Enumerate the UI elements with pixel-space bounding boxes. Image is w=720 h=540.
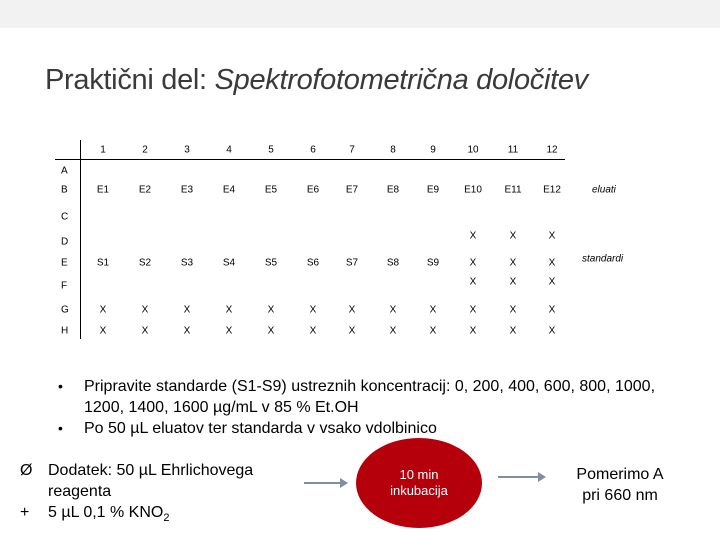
x-mark: X [183, 304, 191, 316]
standard-cell: S3 [180, 257, 194, 269]
eluate-cell: E7 [345, 184, 359, 196]
x-mark: X [469, 325, 477, 337]
eluate-cell: E10 [464, 184, 482, 196]
x-mark: X [389, 325, 397, 337]
row-label: A [61, 165, 68, 177]
row-label: G [61, 304, 69, 316]
row-label: B [61, 184, 68, 196]
x-mark: X [309, 304, 317, 316]
x-mark: X [509, 325, 517, 337]
column-header: 8 [390, 144, 396, 156]
incubation-step-circle [356, 438, 482, 528]
row-label: E [61, 257, 68, 269]
standard-cell: S1 [96, 257, 110, 269]
eluate-cell: E1 [96, 184, 110, 196]
column-header: 10 [467, 144, 479, 156]
bullet-text: Po 50 µL eluatov ter standarda v vsako vdolbinico [84, 420, 437, 437]
column-header: 11 [507, 144, 519, 156]
standards-note: standardi [582, 253, 624, 265]
x-mark: X [267, 325, 275, 337]
eluate-cell: E8 [386, 184, 400, 196]
column-header: 9 [430, 144, 436, 156]
column-header: 3 [184, 144, 190, 156]
x-mark: X [389, 304, 397, 316]
row-label: C [61, 211, 69, 223]
x-mark: X [348, 325, 356, 337]
eluate-cell: E3 [180, 184, 194, 196]
plus-icon: + [20, 504, 30, 521]
x-mark: X [548, 276, 556, 288]
incubation-label: inkubacija [390, 483, 448, 498]
column-header: 5 [268, 144, 274, 156]
eluates-note: eluati [592, 184, 616, 196]
x-mark: X [548, 325, 556, 337]
standard-cell: S9 [426, 257, 440, 269]
standard-cell: S8 [386, 257, 400, 269]
bullet-dot: • [58, 420, 63, 436]
standard-cell: S7 [345, 257, 359, 269]
column-header: 4 [226, 144, 232, 156]
title-italic: Spektrofotometrična določitev [214, 64, 588, 96]
addition-line-3: 5 µL 0,1 % $KNO_2$ [48, 504, 170, 525]
standard-cell: S6 [306, 257, 320, 269]
x-mark: X [99, 304, 107, 316]
x-mark: X [141, 325, 149, 337]
x-mark: X [469, 257, 477, 269]
x-mark: X [267, 304, 275, 316]
column-header: 6 [310, 144, 316, 156]
measurement-text [562, 464, 678, 506]
bullet-text: Pripravite standarde (S1-S9) ustreznih koncentracij: 0, 200, 400, 600, 800, 1000, 1200, 1400, 1600 µg/mL v 85 % Et.OH [84, 378, 656, 416]
eluate-cell: E12 [543, 184, 561, 196]
eluate-cell: E9 [426, 184, 440, 196]
incubation-time: 10 min [399, 467, 439, 482]
bullet-item [58, 418, 674, 439]
eluate-cell: E6 [306, 184, 320, 196]
x-mark: X [183, 325, 191, 337]
arrow-to-incubation-icon [304, 482, 346, 484]
eluate-cell: E4 [222, 184, 236, 196]
x-mark: X [469, 276, 477, 288]
x-mark: X [225, 304, 233, 316]
x-mark: X [469, 230, 477, 242]
x-mark: X [429, 304, 437, 316]
x-mark: X [509, 257, 517, 269]
plate-vertical-line [80, 140, 81, 339]
arrow-bullet-icon: Ø [20, 462, 33, 479]
eluate-cell: E11 [504, 184, 522, 196]
x-mark: X [548, 257, 556, 269]
row-label: H [61, 325, 69, 337]
x-mark: X [348, 304, 356, 316]
measurement-line-1: Pomerimo A [576, 466, 664, 483]
standard-cell: S4 [222, 257, 236, 269]
column-header: 12 [546, 144, 558, 156]
x-mark: X [469, 304, 477, 316]
bullet-item [58, 376, 674, 418]
arrow-to-measurement-icon [498, 476, 544, 478]
measurement-line-2: pri 660 nm [582, 487, 658, 504]
x-mark: X [429, 325, 437, 337]
x-mark: X [509, 276, 517, 288]
instructions-list [58, 376, 674, 439]
column-header: 1 [100, 144, 106, 156]
x-mark: X [141, 304, 149, 316]
x-mark: X [509, 230, 517, 242]
eluate-cell: E2 [138, 184, 152, 196]
standard-cell: S2 [138, 257, 152, 269]
column-header: 2 [142, 144, 148, 156]
addition-line-1: Dodatek: 50 µL Ehrlichovega [48, 462, 254, 479]
x-mark: X [225, 325, 233, 337]
addition-line-2: reagenta [48, 483, 112, 500]
x-mark: X [99, 325, 107, 337]
bullet-dot: • [58, 378, 63, 394]
x-mark: X [309, 325, 317, 337]
x-mark: X [548, 230, 556, 242]
x-mark: X [509, 304, 517, 316]
plate-horizontal-line [55, 159, 565, 160]
x-mark: X [548, 304, 556, 316]
row-label: F [61, 280, 68, 292]
eluate-cell: E5 [264, 184, 278, 196]
row-label: D [61, 236, 69, 248]
column-header: 7 [349, 144, 355, 156]
standard-cell: S5 [264, 257, 278, 269]
title-prefix: Praktični del: [45, 64, 215, 96]
